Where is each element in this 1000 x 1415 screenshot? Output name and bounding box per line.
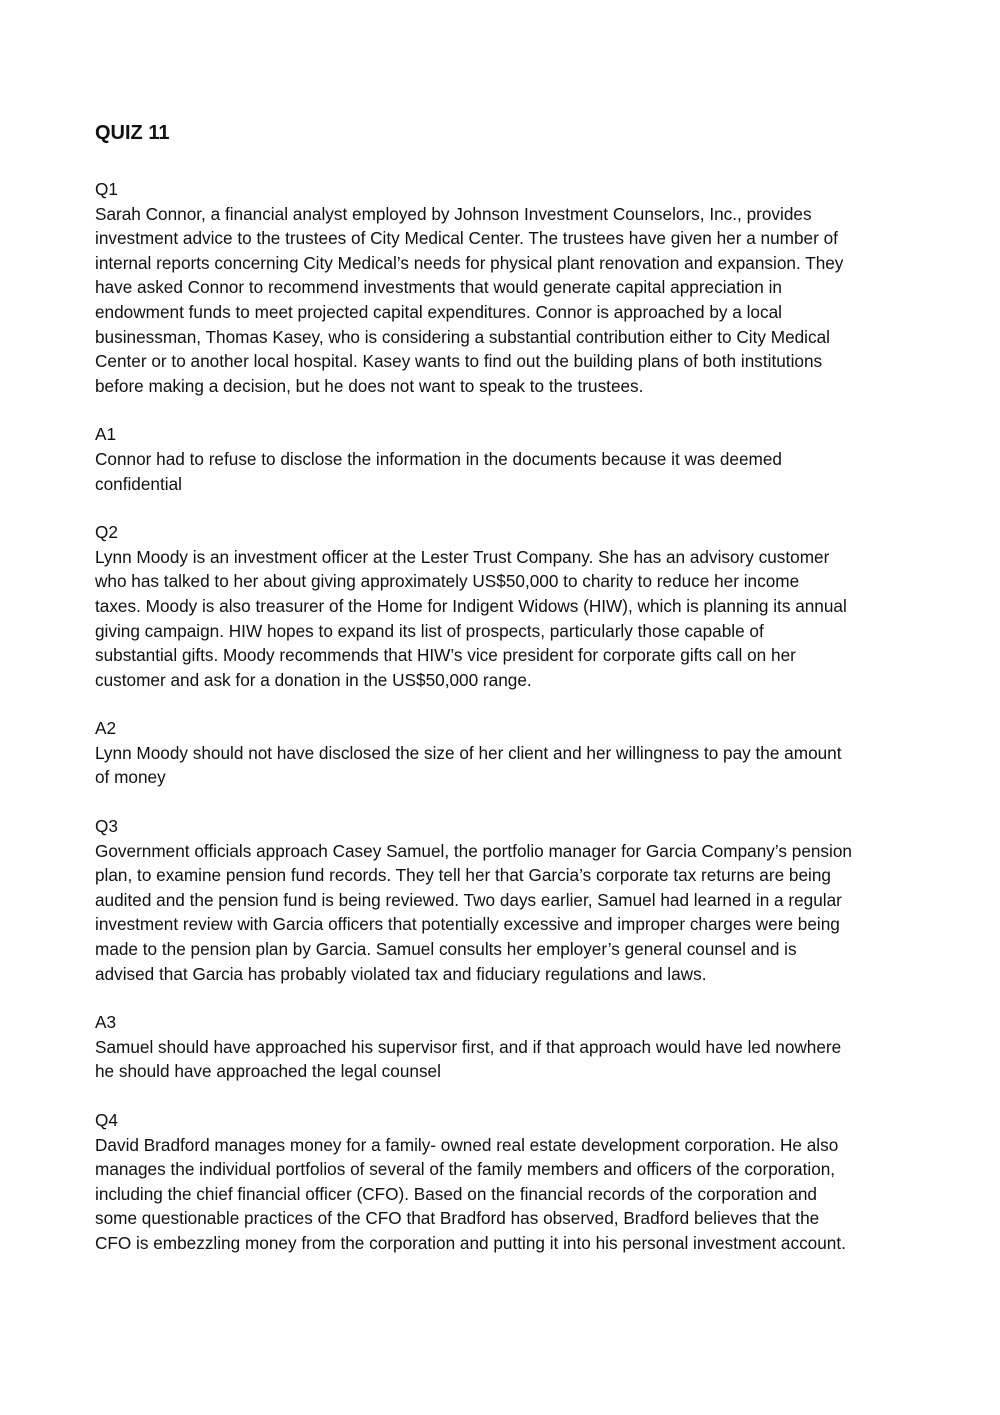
question-block: [95, 520, 910, 692]
text-line: confidential: [95, 473, 182, 494]
text-line: taxes. Moody is also treasurer of the Home for Indigent Widows (HIW), which is planning its annual: [95, 595, 847, 616]
answer-block: [95, 422, 910, 496]
answer-block: [95, 716, 910, 790]
text-line: advised that Garcia has probably violated tax and fiduciary regulations and laws.: [95, 963, 707, 984]
text-line: manages the individual portfolios of several of the family members and officers of the corporation,: [95, 1159, 836, 1180]
question-text: [95, 839, 910, 987]
document-page: [95, 118, 910, 1280]
text-line: Samuel should have approached his supervisor first, and if that approach would have led nowhere: [95, 1036, 842, 1057]
text-line: he should have approached the legal counsel: [95, 1061, 441, 1082]
answer-text: [95, 447, 910, 496]
text-line: investment review with Garcia officers that potentially excessive and improper charges were being: [95, 914, 840, 935]
text-line: giving campaign. HIW hopes to expand its list of prospects, particularly those capable of: [95, 620, 764, 641]
page-title: QUIZ 11: [95, 122, 170, 144]
text-line: CFO is embezzling money from the corporation and putting it into his personal investment account.: [95, 1232, 846, 1253]
text-line: investment advice to the trustees of City Medical Center. The trustees have given her a number of: [95, 228, 838, 249]
answer-label: A3: [95, 1012, 117, 1033]
text-line: made to the pension plan by Garcia. Samuel consults her employer’s general counsel and is: [95, 939, 797, 960]
text-line: have asked Connor to recommend investments that would generate capital appreciation in: [95, 277, 782, 298]
question-label: Q3: [95, 816, 118, 837]
question-block: [95, 814, 910, 986]
answer-label: A1: [95, 424, 117, 445]
text-line: Government officials approach Casey Samuel, the portfolio manager for Garcia Company’s pension: [95, 840, 852, 861]
text-line: some questionable practices of the CFO that Bradford has observed, Bradford believes that the: [95, 1208, 820, 1229]
question-block: [95, 1108, 910, 1256]
text-line: customer and ask for a donation in the US$50,000 range.: [95, 669, 532, 690]
answer-label: A2: [95, 718, 117, 739]
text-line: businessman, Thomas Kasey, who is considering a substantial contribution either to City Medical: [95, 326, 830, 347]
answer-block: [95, 1010, 910, 1084]
question-label: Q4: [95, 1110, 118, 1130]
text-line: Lynn Moody should not have disclosed the size of her client and her willingness to pay the amount: [95, 742, 842, 763]
text-line: including the chief financial officer (CFO). Based on the financial records of the corporation and: [95, 1183, 817, 1204]
text-line: David Bradford manages money for a family- owned real estate development corporation. He also: [95, 1134, 839, 1155]
text-line: endowment funds to meet projected capital expenditures. Connor is approached by a local: [95, 301, 782, 322]
answer-text: [95, 1035, 910, 1084]
text-line: Connor had to refuse to disclose the information in the documents because it was deemed: [95, 448, 782, 469]
text-line: who has talked to her about giving approximately US$50,000 to charity to reduce her income: [95, 571, 800, 592]
text-line: Sarah Connor, a financial analyst employed by Johnson Investment Counselors, Inc., provides: [95, 203, 812, 224]
text-line: plan, to examine pension fund records. They tell her that Garcia’s corporate tax returns are being: [95, 865, 831, 886]
question-block: [95, 177, 910, 398]
text-line: before making a decision, but he does not want to speak to the trustees.: [95, 375, 644, 396]
question-text: [95, 1133, 910, 1256]
qa-list: [95, 177, 910, 1256]
question-text: [95, 545, 910, 693]
text-line: substantial gifts. Moody recommends that HIW’s vice president for corporate gifts call on her: [95, 645, 796, 666]
question-label: Q2: [95, 522, 118, 543]
text-line: internal reports concerning City Medical’s needs for physical plant renovation and expansion. They: [95, 252, 844, 273]
answer-text: [95, 741, 910, 790]
text-line: of money: [95, 767, 166, 788]
text-line: Lynn Moody is an investment officer at the Lester Trust Company. She has an advisory customer: [95, 546, 830, 567]
text-line: audited and the pension fund is being reviewed. Two days earlier, Samuel had learned in a regular: [95, 889, 842, 910]
text-line: Center or to another local hospital. Kasey wants to find out the building plans of both institutions: [95, 351, 823, 372]
question-label: Q1: [95, 179, 118, 199]
question-text: [95, 202, 910, 399]
